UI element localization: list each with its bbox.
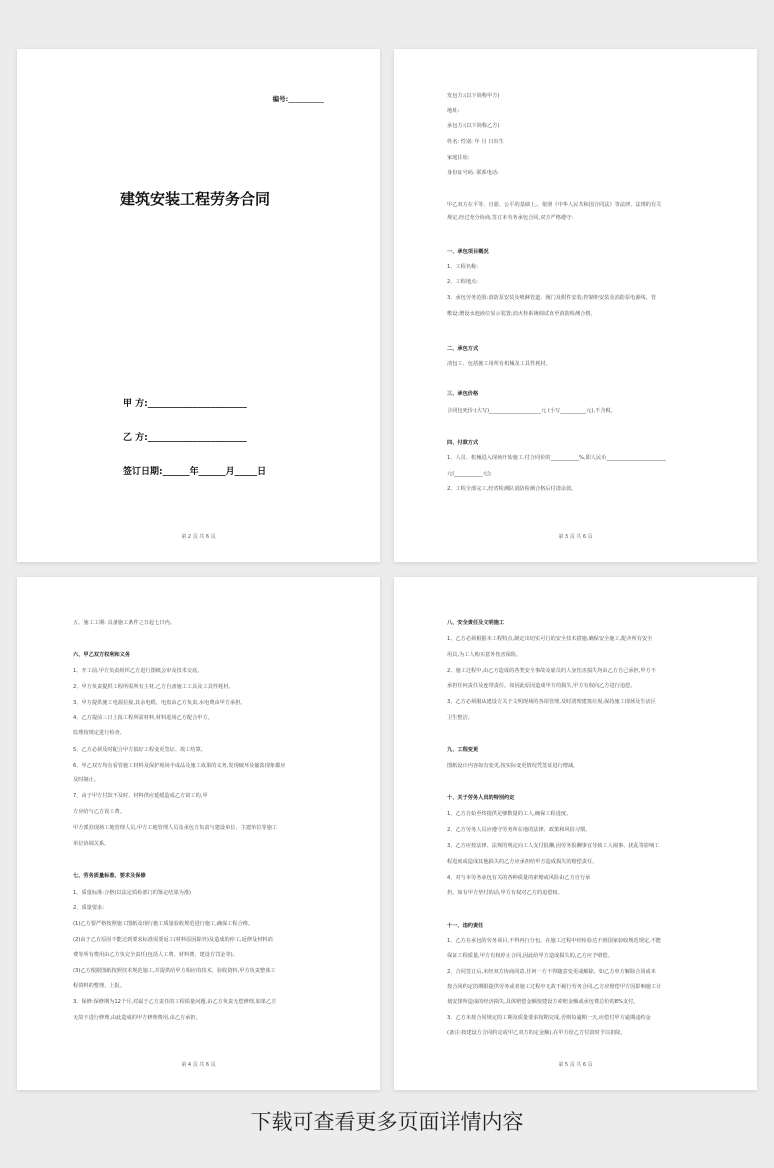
body-line: 身份证号码: 联系电话: bbox=[447, 170, 499, 176]
section-heading: 一、承包项目概况 bbox=[447, 249, 489, 255]
contract-number-field: 编号:___________ bbox=[272, 95, 324, 103]
body-line: 3、承包劳务范围:消防泵安装及喷淋管道、阀门及附件安装;控制柜安装及消防泵电源线、管 bbox=[447, 295, 657, 301]
body-line: 保证工程质量,甲方有权停止合同,因此给甲方造成损失的,乙方应予赔偿。 bbox=[447, 953, 613, 959]
body-line: 担。如有甲方垫付的话,甲方有权对乙方的追偿权。 bbox=[447, 890, 563, 896]
body-line: 5、乙方必须及时配合甲方搞好工程变更签证、竣工结算。 bbox=[73, 747, 206, 753]
body-line: 无故不进行修理,由此造成的甲方修理费用,由乙方承担。 bbox=[73, 1015, 201, 1021]
section-heading: 六、甲乙双方权利和义务 bbox=[73, 652, 131, 658]
body-line: 单位协调关系。 bbox=[73, 841, 110, 847]
contract-cover-page bbox=[17, 49, 380, 562]
body-line: 3、乙方未按合同规定的工期及质量要求按期完成,否则每逾期一天,应偿付甲方逾期违约金 bbox=[447, 1015, 651, 1021]
section-heading: 十、关于劳务人员的特别约定 bbox=[447, 795, 515, 801]
page-footer: 第 5 页 共 6 页 bbox=[558, 1062, 593, 1068]
body-line: 4、乙方提前三日上报工程所需材料,材料进场乙方配合甲方。 bbox=[73, 715, 213, 721]
body-line: 敷设;增设水池液位显示装置;消火栓系统调试直至消防检测合格。 bbox=[447, 311, 596, 317]
page-footer: 第 3 页 共 6 页 bbox=[558, 534, 593, 540]
body-line: 6、甲乙双方均有看管施工材料及保护现场半成品及施工成果的义务,发现破坏及偷盗现象都应 bbox=[73, 763, 286, 769]
party-a-field: 甲 方:______________________ bbox=[123, 399, 247, 409]
section-heading: 九、工程变更 bbox=[447, 747, 479, 753]
body-line: 承担任何责任及连带责任。如因此原因造成甲方的损失,甲方有权向乙方进行追偿。 bbox=[447, 683, 636, 689]
body-line: 划安排所造成的经济损失,具体赔偿金额按建设方索赔金额或承包费总价的8%支付。 bbox=[447, 999, 639, 1005]
body-line: 按合同约定的期限提供劳务或者施工过程中无故不履行劳务合同,乙方应赔偿甲方因影响施工计 bbox=[447, 984, 662, 990]
body-line: 发包方:(以下简称甲方) bbox=[447, 93, 500, 99]
body-line: 3、乙方必须服从建设方关于文明现场的各项管理,及时清理建筑垃圾,保持施工现场及生活区 bbox=[447, 699, 656, 705]
body-line: (备注:按建设方合同约定或甲乙双方的定金额),在甲方给乙方付款时予以扣除。 bbox=[447, 1030, 626, 1036]
body-line: 承包方:(以下简称乙方) bbox=[447, 123, 500, 129]
body-line: (3)乙方根据图纸按照技术规范施工,并提供给甲方相应的技术、验收资料,甲方负责整体工 bbox=[73, 968, 276, 974]
body-line: (2)由于乙方原因不能达到要求标准需要返工(材料原因除外)及造成的停工,返修及材料消 bbox=[73, 937, 273, 943]
body-line: 甲乙双方在平等、自愿、公平的基础上,、依照《中华人民共和国合同法》等法律、法规的有关 bbox=[447, 202, 662, 208]
body-line: 2、合同签订后,未经双方协商同意,任何一方不得随意变更或解除。如乙方单方解除合同或未 bbox=[447, 969, 656, 975]
page-footer: 第 4 页 共 6 页 bbox=[181, 1062, 216, 1068]
body-line: 2、质量要求: bbox=[73, 905, 104, 911]
contract-page-3 bbox=[394, 49, 757, 562]
body-line: 姓名: 性别: 年 月 日出生 bbox=[447, 139, 504, 145]
section-heading: 四、付款方式 bbox=[447, 440, 479, 446]
body-line: 程资料的整理、上报。 bbox=[73, 983, 125, 989]
body-line: 甲方派驻现场工地管理人员,甲方工地管理人员及承包方负责与建设单位、主建单位等施工 bbox=[73, 825, 277, 831]
body-line: 7、由于甲方付款不及时、材料供应延缓造成乙方窝工的,甲 bbox=[73, 793, 208, 799]
download-caption: 下载可查看更多页面详情内容 bbox=[250, 1110, 524, 1134]
body-line: 3、乙方应按法律、法规的规定向工人支付报酬,因劳务报酬事宜导致工人闹事、扰乱等影响工 bbox=[447, 843, 660, 849]
body-line: (1)乙方要严格按照施工图纸及现行施工质量验收规范进行施工,确保工程合格。 bbox=[73, 921, 254, 927]
body-line: 1、乙方自始至终提供足够数量的工人,确保工程进度。 bbox=[447, 811, 572, 817]
section-heading: 十一、违约责任 bbox=[447, 923, 484, 929]
body-line: 用具,为工人购买意外伤害保险。 bbox=[447, 652, 522, 658]
body-line: 1、乙方在承包的劳务项目,不得再行分包。在施工过程中经检验达不到国家验收规范规定,不能 bbox=[447, 938, 662, 944]
contract-page-5 bbox=[394, 577, 757, 1090]
party-b-field: 乙 方:______________________ bbox=[123, 433, 247, 443]
body-line: 地址: bbox=[447, 108, 460, 114]
body-line: 4、对与本劳务承包有关的各种质量的索赔或风险由乙方自行承 bbox=[447, 875, 591, 881]
body-line: 元(___________元); bbox=[447, 471, 492, 477]
body-line: 费等所有费用由乙方负完全责任(包括人工费、材料费、建设方罚金等)。 bbox=[73, 952, 238, 958]
body-line: 监理按规定进行检查。 bbox=[73, 730, 125, 736]
contract-page-4 bbox=[17, 577, 380, 1090]
section-heading: 三、承包价格 bbox=[447, 391, 479, 397]
body-line: 2、施工过程中,由乙方造成的各类安全事故及雇员的人身伤害损失均由乙方自己承担,甲方不 bbox=[447, 668, 656, 674]
body-line: 3、保修:保修期为12个月,对属于乙方责任的工程质量问题,由乙方负责无偿修理,如果乙方 bbox=[73, 999, 277, 1005]
contract-title: 建筑安装工程劳务合同 bbox=[120, 190, 271, 208]
body-line: 及时制止。 bbox=[73, 777, 99, 783]
body-line: 1、质量标准:合格(以法定质检部门的鉴定结果为准) bbox=[73, 890, 192, 896]
body-line: 2、甲方负责提供工程所需所有主材,乙方自备施工工具及工具性耗材。 bbox=[73, 684, 234, 690]
body-line: 3、甲方提供施工电源拉接,其余电缆、电盘由乙方负责,水电费由甲方承担。 bbox=[73, 700, 246, 706]
body-line: 2、工程全部完工,经省检测队消防检测合格后付清余款。 bbox=[447, 486, 577, 492]
body-line: 家庭住址: bbox=[447, 155, 470, 161]
body-line: 方应给与乙方误工费。 bbox=[73, 809, 125, 815]
sign-date-field: 签订日期:______年______月_____日 bbox=[123, 467, 267, 477]
body-line: 1、工程名称: bbox=[447, 264, 478, 270]
body-line: 2、工程地点: bbox=[447, 279, 478, 285]
body-line: 卫生整洁。 bbox=[447, 715, 473, 721]
body-line: 1、人员、机械进入现场开始施工,付合同价的___________%,即人民币_______________________ bbox=[447, 455, 667, 461]
page-footer: 第 2 页 共 6 页 bbox=[181, 534, 216, 540]
body-line: 1、乙方必须根据本工程特点,制定出切实可行的安全技术措施,确保安全施工,配齐所有安全 bbox=[447, 636, 653, 642]
section-heading: 八、安全责任及文明施工 bbox=[447, 620, 505, 626]
body-line: 规定,经过充分协商,签订本劳务承包合同,双方严格遵守: bbox=[447, 215, 574, 221]
body-line: 清包工、包括施工用所有机械及工具性耗材。 bbox=[447, 361, 551, 367]
body-line: 1、开工前,甲方负责组织乙方进行图纸会审及技术交底。 bbox=[73, 668, 203, 674]
section-heading: 二、承包方式 bbox=[447, 346, 479, 352]
body-line: 程进度或造成其他损失的乙方应承担给甲方造成损失的赔偿责任。 bbox=[447, 859, 598, 865]
section-heading: 七、劳务质量标准、要求及保修 bbox=[73, 873, 146, 879]
body-line: 图纸设计内容如有变更,按实际变更情况凭签证进行增减。 bbox=[447, 763, 579, 769]
body-line: 合同包死价:(大写)____________________元 (小写__________元),不含税。 bbox=[447, 408, 616, 414]
body-line: 2、乙方劳务人员应遵守劳务所在地的法律、政策和风俗习惯。 bbox=[447, 827, 591, 833]
body-line: 五、施工工期: 具备施工条件之日起七日内。 bbox=[73, 620, 175, 626]
